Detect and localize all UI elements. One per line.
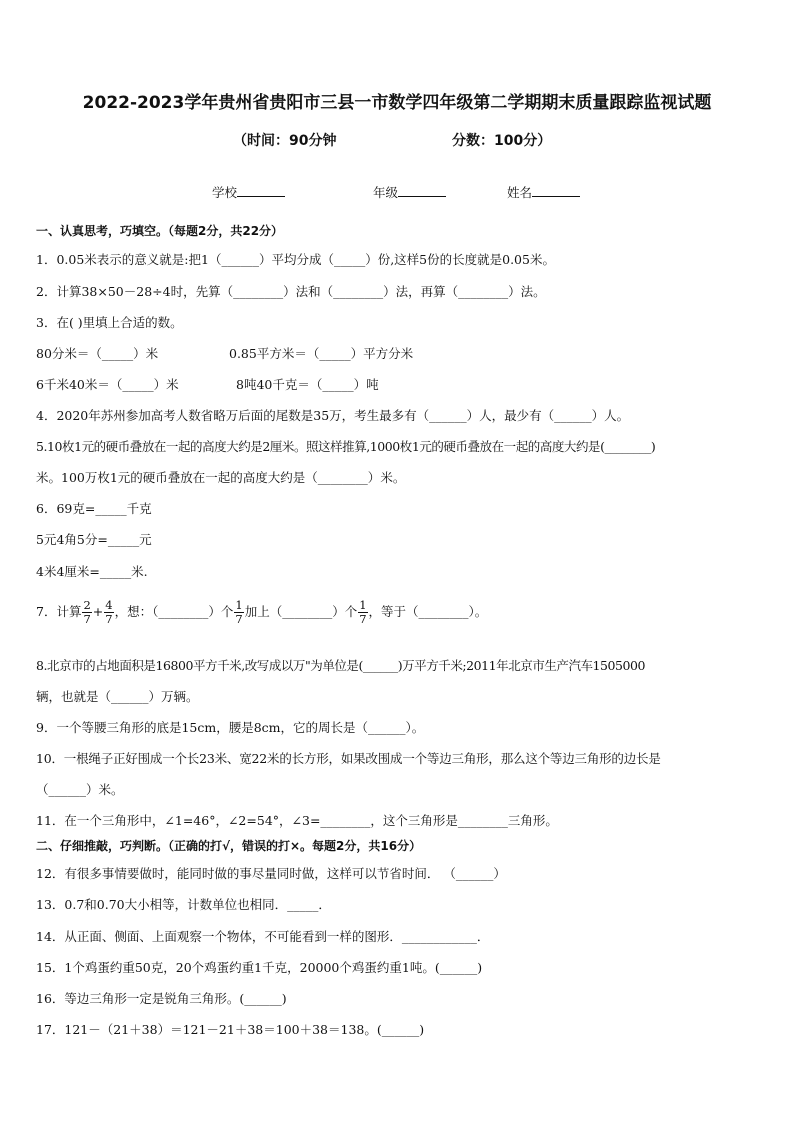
grade-field	[373, 183, 446, 201]
q7-text-3: 加上（________）个	[244, 604, 358, 619]
question-4: 4．2020年苏州参加高考人数省略万后面的尾数是35万，考生最多有（______）人，最少有（______）人。	[36, 408, 630, 423]
question-16: 16．等边三角形一定是锐角三角形。(______)	[36, 991, 287, 1006]
exam-score: 分数：100分）	[452, 133, 552, 149]
question-6b: 5元4角5分=_____元	[36, 532, 152, 547]
question-5-line-1: 5.10枚1元的硬币叠放在一起的高度大约是2厘米。照这样推算,1000枚1元的硬币叠放在一起的高度大约是(________)	[36, 439, 656, 454]
question-13: 13．0.7和0.70大小相等，计数单位也相同．_____．	[36, 897, 331, 912]
plus-sign: +	[92, 604, 104, 619]
question-3a: 80分米＝（_____）米	[36, 346, 159, 361]
question-3c: 6千米40米＝（_____）米	[36, 377, 179, 392]
name-blank[interactable]	[532, 184, 580, 197]
question-3b: 0.85平方米＝（_____）平方分米	[229, 346, 414, 361]
fraction-2-7: $\frac{2}{7}$	[83, 598, 91, 626]
question-12: 12．有很多事情要做时，能同时做的事尽量同时做，这样可以节省时间． （______）	[36, 866, 506, 881]
fraction-1-7-a: $\frac{1}{7}$	[235, 598, 243, 626]
grade-blank[interactable]	[398, 184, 446, 197]
question-9: 9．一个等腰三角形的底是15cm，腰是8cm，它的周长是（______）。	[36, 720, 425, 735]
fraction-4-7: $\frac{4}{7}$	[105, 598, 113, 626]
question-2: 2．计算38×50－28÷4时，先算（________）法和（________）法，再算（________）法。	[36, 284, 546, 299]
q7-text-2: ，想：（________）个	[114, 604, 234, 619]
school-field	[212, 183, 285, 201]
question-14: 14．从正面、侧面、上面观察一个物体，不可能看到一样的图形．____________．	[36, 929, 490, 944]
school-label: 学校	[212, 185, 238, 200]
question-5-line-2: 米。100万枚1元的硬币叠放在一起的高度大约是（________）米。	[36, 470, 406, 485]
question-15: 15．1个鸡蛋约重50克，20个鸡蛋约重1千克，20000个鸡蛋约重1吨。(______)	[36, 960, 483, 975]
question-11: 11．在一个三角形中，∠1=46°，∠2=54°，∠3=________，这个三角形是________三角形。	[36, 813, 558, 828]
question-3d: 8吨40千克＝（_____）吨	[236, 377, 379, 392]
question-6c: 4米4厘米=_____米.	[36, 564, 148, 579]
name-label: 姓名	[507, 185, 533, 200]
name-field	[507, 183, 580, 201]
exam-time: （时间：90分钟	[233, 133, 337, 149]
question-8-line-1: 8.北京市的占地面积是16800平方千米,改写成以万"为单位是(______)万平方千米;2011年北京市生产汽车1505000	[36, 658, 646, 673]
question-10-line-2: （______）米。	[36, 782, 124, 797]
fraction-1-7-b: $\frac{1}{7}$	[359, 598, 367, 626]
question-8-line-2: 辆，也就是（______）万辆。	[36, 689, 199, 704]
section-2-heading: 二、仔细推敲，巧判断。（正确的打√，错误的打×。每题2分，共16分）	[36, 839, 422, 853]
q7-text-1: 7．计算	[36, 604, 82, 619]
question-6a: 6．69克=_____千克	[36, 501, 152, 516]
question-3: 3．在( )里填上合适的数。	[36, 315, 183, 330]
question-17: 17．121－（21＋38）＝121－21＋38＝100＋38＝138。(______)	[36, 1022, 425, 1037]
question-10-line-1: 10．一根绳子正好围成一个长23米、宽22米的长方形，如果改围成一个等边三角形，那么这个等边三角形的边长是	[36, 751, 661, 766]
page-title: 2022-2023学年贵州省贵阳市三县一市数学四年级第二学期期末质量跟踪监视试题	[82, 93, 712, 113]
school-blank[interactable]	[237, 184, 285, 197]
grade-label: 年级	[373, 185, 399, 200]
question-1: 1．0.05米表示的意义就是:把1（______）平均分成（_____）份,这样5份的长度就是0.05米。	[36, 252, 555, 267]
q7-text-4: ，等于（________）。	[368, 604, 488, 619]
section-1-heading: 一、认真思考，巧填空。（每题2分，共22分）	[36, 224, 284, 238]
question-7	[36, 599, 487, 626]
